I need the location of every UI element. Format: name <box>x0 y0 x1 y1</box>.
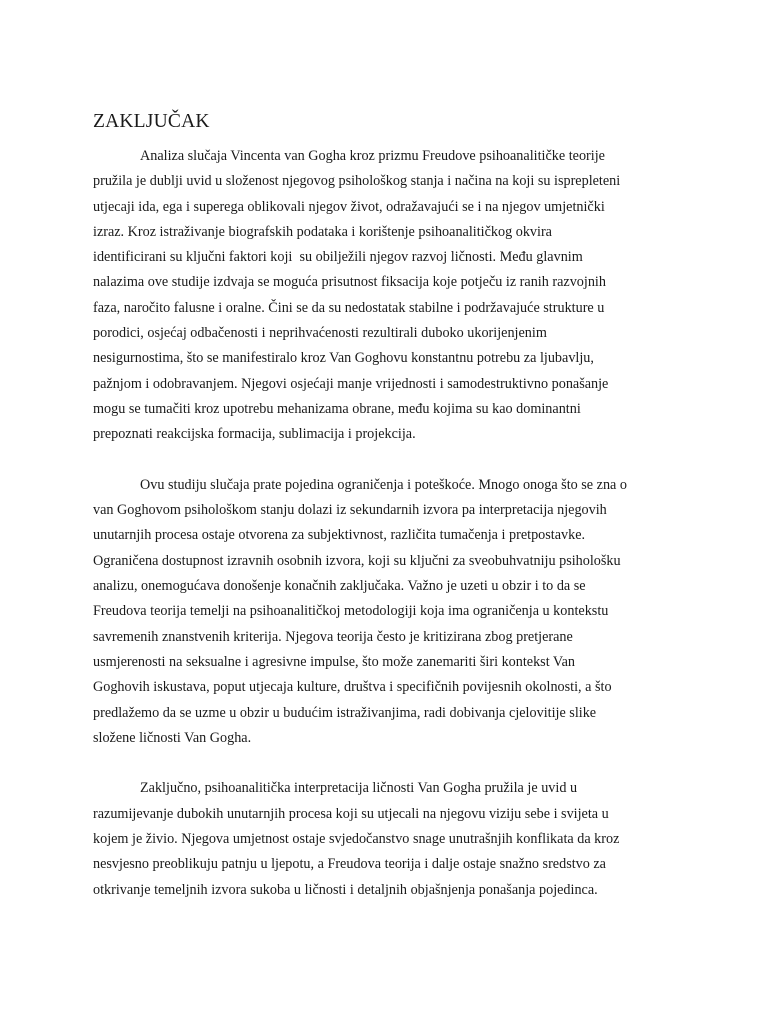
text-line: faza, naročito falusne i oralne. Čini se da su nedostatak stabilne i podržavajuće strukture u <box>93 299 605 316</box>
text-line: Ograničena dostupnost izravnih osobnih izvora, koji su ključni za sveobuhvatniju psihološku <box>93 552 621 569</box>
paragraph-spacer <box>93 751 673 776</box>
text-line: nesigurnostima, što se manifestiralo kroz Van Goghovu konstantnu potrebu za ljubavlju, <box>93 350 594 367</box>
text-line: složene ličnosti Van Gogha. <box>93 729 252 746</box>
paragraph-2 <box>93 473 673 751</box>
text-line: nesvjesno preoblikuju patnju u ljepotu, a Freudova teorija i dalje ostaje snažno sredstvo za <box>93 856 606 873</box>
text-line: Ovu studiju slučaja prate pojedina ograničenja i poteškoće. Mnogo onoga što se zna o <box>140 476 627 493</box>
paragraph-spacer <box>93 448 673 473</box>
text-line: van Goghovom psihološkom stanju dolazi iz sekundarnih izvora pa interpretacija njegovih <box>93 502 607 519</box>
text-line: Analiza slučaja Vincenta van Gogha kroz prizmu Freudove psihoanalitičke teorije <box>140 148 605 164</box>
text-line: savremenih znanstvenih kriterija. Njegova teorija često je kritizirana zbog pretjerane <box>93 628 573 645</box>
text-line: usmjerenosti na seksualne i agresivne impulse, što može zanemariti širi kontekst Van <box>93 653 575 670</box>
text-line: identificirani su ključni faktori koji su obilježili njegov razvoj ličnosti. Među glavnim <box>93 249 583 266</box>
text-line: analizu, onemogućava donošenje konačnih zaključaka. Važno je uzeti u obzir i to da se <box>93 578 586 595</box>
paragraph-1 <box>93 144 673 448</box>
text-line: predlažemo da se uzme u obzir u budućim istraživanjima, radi dobivanja cjelovitije slike <box>93 704 597 721</box>
text-line: unutarnjih procesa ostaje otvorena za subjektivnost, različita tumačenja i pretpostavke. <box>93 527 586 544</box>
text-line: pružila je dublji uvid u složenost njegovog psihološkog stanja i načina na koji su isprepleteni <box>93 173 621 190</box>
text-line: prepoznati reakcijska formacija, sublimacija i projekcija. <box>93 426 416 443</box>
text-line: Freudova teorija temelji na psihoanalitičkoj metodologiji koja ima ograničenja u kontekstu <box>93 603 609 620</box>
text-line: pažnjom i odobravanjem. Njegovi osjećaji manje vrijednosti i samodestruktivno ponašanje <box>93 375 609 392</box>
text-line: Goghovih iskustava, poput utjecaja kulture, društva i specifičnih povijesnih okolnosti, a što <box>93 679 612 696</box>
paragraph-3 <box>93 776 673 902</box>
text-line: porodici, osjećaj odbačenosti i neprihvaćenosti rezultirali duboko ukorijenjenim <box>93 325 547 342</box>
text-line: kojem je živio. Njegova umjetnost ostaje svjedočanstvo snage unutrašnjih konflikata da kroz <box>93 831 620 848</box>
text-line: razumijevanje dubokih unutarnjih procesa koji su utjecali na njegovu viziju sebe i svijeta u <box>93 805 609 822</box>
text-line: mogu se tumačiti kroz upotrebu mehanizama obrane, među kojima su kao dominantni <box>93 400 581 417</box>
text-line: izraz. Kroz istraživanje biografskih podataka i korištenje psihoanalitičkog okvira <box>93 223 552 240</box>
document-page <box>93 106 673 903</box>
text-line: otkrivanje temeljnih izvora sukoba u ličnosti i detaljnih objašnjenja ponašanja pojedinca. <box>93 881 598 898</box>
section-heading: ZAKLJUČAK <box>93 111 210 132</box>
text-line: Zaključno, psihoanalitička interpretacija ličnosti Van Gogha pružila je uvid u <box>140 780 578 797</box>
text-line: utjecaji ida, ega i superega oblikovali njegov život, odražavajući se i na njegov umjetnički <box>93 198 605 215</box>
text-line: nalazima ove studije izdvaja se moguća prisutnost fiksacija koje potječu iz ranih razvojnih <box>93 274 606 291</box>
